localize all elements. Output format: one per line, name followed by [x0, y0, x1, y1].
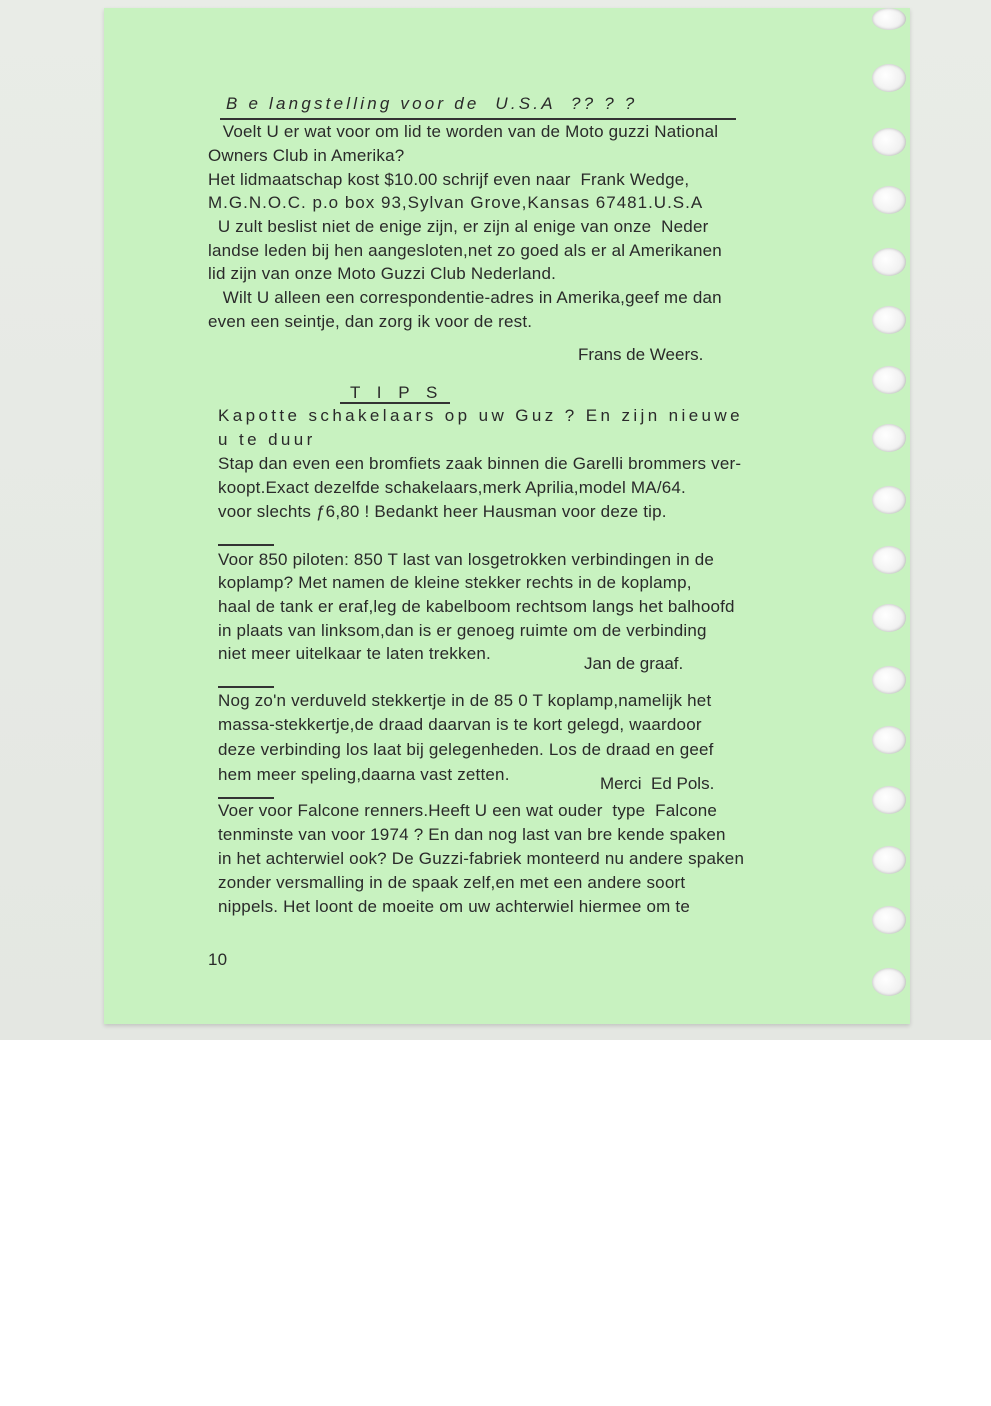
binder-hole [872, 546, 906, 574]
signature-ed: Merci Ed Pols. [600, 774, 715, 793]
binder-hole [872, 128, 906, 156]
binder-hole [872, 306, 906, 334]
binder-hole [872, 8, 906, 30]
usa-line: Owners Club in Amerika? [208, 146, 405, 165]
binder-hole [872, 486, 906, 514]
tip2-line: niet meer uitelkaar te laten trekken. [218, 644, 491, 663]
binder-hole [872, 424, 906, 452]
binder-hole [872, 366, 906, 394]
tip1-heading: u te duur [218, 430, 316, 449]
separator-rule [218, 686, 274, 688]
tip2-line: in plaats van linksom,dan is er genoeg ruimte om de verbinding [218, 621, 707, 640]
separator-rule [218, 544, 274, 546]
tip2-line: haal de tank er eraf,leg de kabelboom rechtsom langs het balhoofd [218, 597, 735, 616]
signature-frans: Frans de Weers. [578, 345, 704, 364]
binder-hole [872, 248, 906, 276]
page-number: 10 [208, 950, 228, 969]
binder-hole [872, 906, 906, 934]
tip4-line: Voer voor Falcone renners.Heeft U een wat ouder type Falcone [218, 801, 718, 820]
tip1-line: koopt.Exact dezelfde schakelaars,merk Aprilia,model MA/64. [218, 478, 686, 497]
tip3-line: hem meer speling,daarna vast zetten. [218, 765, 510, 784]
usa-line: landse leden bij hen aangesloten,net zo goed als er al Amerikanen [208, 241, 722, 260]
tip1-line: Stap dan even een bromfiets zaak binnen die Garelli brommers ver- [218, 454, 742, 473]
binder-hole [872, 968, 906, 996]
tip3-line: Nog zo'n verduveld stekkertje in de 85 0 T koplamp,namelijk het [218, 691, 712, 710]
binder-hole [872, 846, 906, 874]
binder-hole [872, 604, 906, 632]
tip3-line: deze verbinding los laat bij gelegenheden. Los de draad en geef [218, 740, 714, 759]
tip1-heading: Kapotte schakelaars op uw Guz ? En zijn nieuwe [218, 406, 743, 425]
tip1-line: voor slechts ƒ6,80 ! Bedankt heer Hausman voor deze tip. [218, 502, 667, 521]
section-heading: B e langstelling voor de U.S.A ?? ? ? [226, 94, 638, 113]
tip2-line: koplamp? Met namen de kleine stekker rechts in de koplamp, [218, 573, 692, 592]
usa-line: M.G.N.O.C. p.o box 93,Sylvan Grove,Kansas 67481.U.S.A [208, 193, 704, 212]
usa-line: even een seintje, dan zorg ik voor de rest. [208, 312, 533, 331]
tip4-line: in het achterwiel ook? De Guzzi-fabriek monteerd nu andere spaken [218, 849, 745, 868]
usa-line: Voelt U er wat voor om lid te worden van de Moto guzzi National [208, 122, 719, 141]
binder-hole [872, 666, 906, 694]
tip4-line: nippels. Het loont de moeite om uw achterwiel hiermee om te [218, 897, 690, 916]
usa-line: U zult beslist niet de enige zijn, er zijn al enige van onze Neder [208, 217, 709, 236]
usa-line: Wilt U alleen een correspondentie-adres in Amerika,geef me dan [208, 288, 722, 307]
signature-jan: Jan de graaf. [584, 654, 684, 673]
usa-line: lid zijn van onze Moto Guzzi Club Nederland. [208, 264, 557, 283]
tip2-line: Voor 850 piloten: 850 T last van losgetrokken verbindingen in de [218, 550, 715, 569]
tip3-line: massa-stekkertje,de draad daarvan is te kort gelegd, waardoor [218, 715, 702, 734]
usa-line: Het lidmaatschap kost $10.00 schrijf even naar Frank Wedge, [208, 170, 690, 189]
tip4-line: zonder versmalling in de spaak zelf,en met een andere soort [218, 873, 686, 892]
binder-hole [872, 786, 906, 814]
binder-hole [872, 64, 906, 92]
binder-hole [872, 186, 906, 214]
binder-hole [872, 726, 906, 754]
tips-title: T I P S [350, 383, 444, 402]
tip4-line: tenminste van voor 1974 ? En dan nog last van bre kende spaken [218, 825, 726, 844]
